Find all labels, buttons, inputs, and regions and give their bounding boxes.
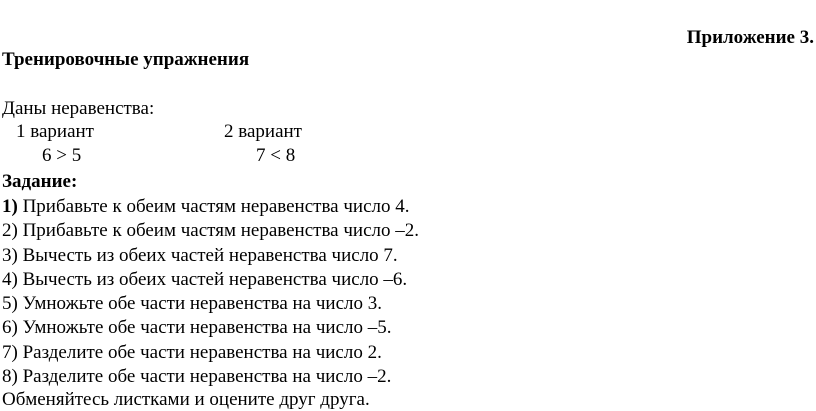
- task-item: [2, 365, 419, 389]
- task-text: Вычесть из обеих частей неравенства число 7.: [17, 244, 398, 266]
- task-number: 2): [2, 220, 18, 242]
- task-number: 1): [2, 196, 18, 217]
- task-text: Прибавьте к обеим частям неравенства число –2.: [17, 220, 419, 242]
- task-number: 8): [2, 366, 18, 388]
- task-number: 3): [2, 244, 18, 266]
- task-item: [2, 219, 419, 243]
- task-text: Умножьте обе части неравенства на число 3.: [17, 293, 383, 315]
- task-text: Вычесть из обеих частей неравенства число –6.: [17, 268, 408, 290]
- appendix-label: Приложение 3.: [686, 27, 814, 48]
- variant-1-label: 1 вариант: [16, 121, 94, 142]
- task-number: 6): [2, 317, 18, 339]
- page-title: Тренировочные упражнения: [2, 49, 250, 70]
- variant-2-inequality: 7 < 8: [256, 145, 296, 166]
- task-number: 4): [2, 268, 18, 290]
- variant-1-inequality: 6 > 5: [42, 145, 82, 166]
- task-item: [2, 292, 419, 316]
- task-item: [2, 341, 419, 365]
- footer-instruction: Обменяйтесь листками и оцените друг друга.: [2, 389, 370, 410]
- task-text: Разделите обе части неравенства на число 2.: [17, 341, 382, 363]
- task-heading: Задание:: [2, 171, 78, 192]
- task-text: Разделите обе части неравенства на число –2.: [17, 366, 392, 388]
- task-item: [2, 316, 419, 340]
- task-text: Прибавьте к обеим частям неравенства число 4.: [17, 196, 410, 217]
- task-text: Умножьте обе части неравенства на число –5.: [17, 317, 392, 339]
- task-number: 7): [2, 341, 18, 363]
- variant-2-label: 2 вариант: [224, 121, 302, 142]
- task-list: [2, 195, 419, 389]
- task-item: [2, 268, 419, 292]
- task-item: [2, 195, 419, 219]
- given-label: Даны неравенства:: [2, 98, 155, 119]
- task-number: 5): [2, 293, 18, 315]
- task-item: [2, 244, 419, 268]
